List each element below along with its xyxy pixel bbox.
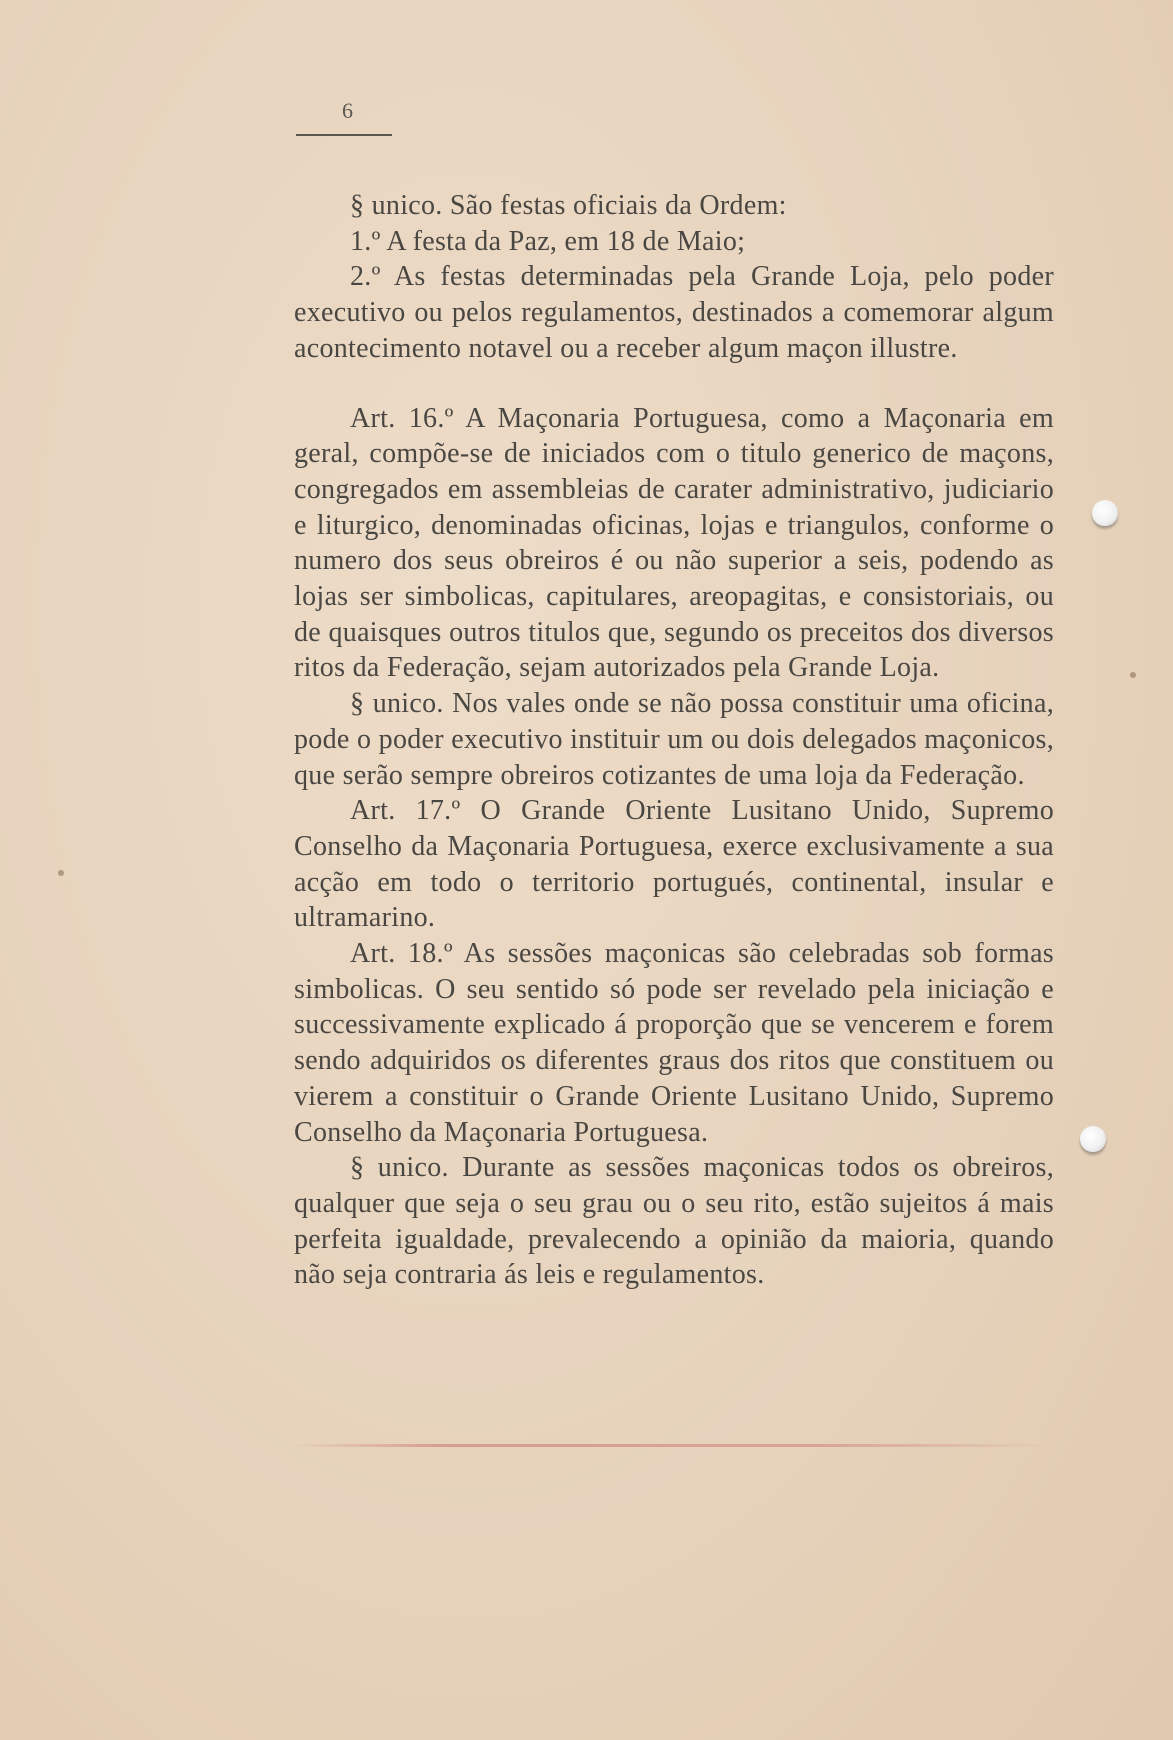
paragraph-art-18-unico: § unico. Durante as sessões maçonicas todos os obreiros, qualquer que seja o seu grau ou o seu rito, estão sujeitos á mais perfeita igualdade, prevalecendo a opinião da maioria, quando não seja contraria ás leis e regulamentos. bbox=[294, 1152, 1054, 1291]
binding-hole-top bbox=[1092, 500, 1118, 526]
binding-hole-bottom bbox=[1080, 1126, 1106, 1152]
red-underline-stain bbox=[292, 1444, 1052, 1447]
paragraph-art-18: Art. 18.º As sessões maçonicas são celebradas sob formas simbolicas. O seu sentido só pode ser revelado pela iniciação e successivamente explicado á proporção que se vencerem e forem sendo adquiridos os diferentes graus dos ritos que constituem ou vierem a constituir o Grande Oriente Lusitano Unido, Supremo Conselho da Maçonaria Portuguesa. bbox=[294, 938, 1054, 1148]
paragraph-festas-oficiais: § unico. São festas oficiais da Ordem: bbox=[350, 190, 787, 221]
paragraph-art-16: Art. 16.º A Maçonaria Portuguesa, como a Maçonaria em geral, compõe-se de iniciados com o titulo generico de maçons, congregados em assembleias de carater administrativo, judiciario e liturgico, denominadas oficinas, lojas e triangulos, conforme o numero dos seus obreiros é ou não superior a seis, podendo as lojas ser simbolicas, capitulares, areopagitas, e consistoriais, ou de quaisques outros titulos que, segundo os preceitos dos diversos ritos da Federação, sejam autorizados pela Grande Loja. bbox=[294, 402, 1054, 684]
body-text bbox=[294, 188, 1054, 1293]
paragraph-art-17: Art. 17.º O Grande Oriente Lusitano Unido, Supremo Conselho da Maçonaria Portuguesa, exerce exclusivamente a sua acção em todo o territorio portugués, continental, insular e ultramarino. bbox=[294, 795, 1054, 934]
paper-speck bbox=[58, 870, 64, 876]
page-number: 6 bbox=[342, 98, 353, 123]
header-rule bbox=[296, 134, 392, 136]
paper-speck bbox=[1130, 672, 1136, 678]
paragraph-festas-determinadas: 2.º As festas determinadas pela Grande Loja, pelo poder executivo ou pelos regulamentos, destinados a comemorar algum acontecimento notavel ou a receber algum maçon illustre. bbox=[294, 261, 1054, 364]
paragraph-art-16-unico: § unico. Nos vales onde se não possa constituir uma oficina, pode o poder executivo instituir um ou dois delegados maçonicos, que serão sempre obreiros cotizantes de uma loja da Federação. bbox=[294, 688, 1054, 791]
paragraph-festa-paz: 1.º A festa da Paz, em 18 de Maio; bbox=[350, 225, 746, 257]
